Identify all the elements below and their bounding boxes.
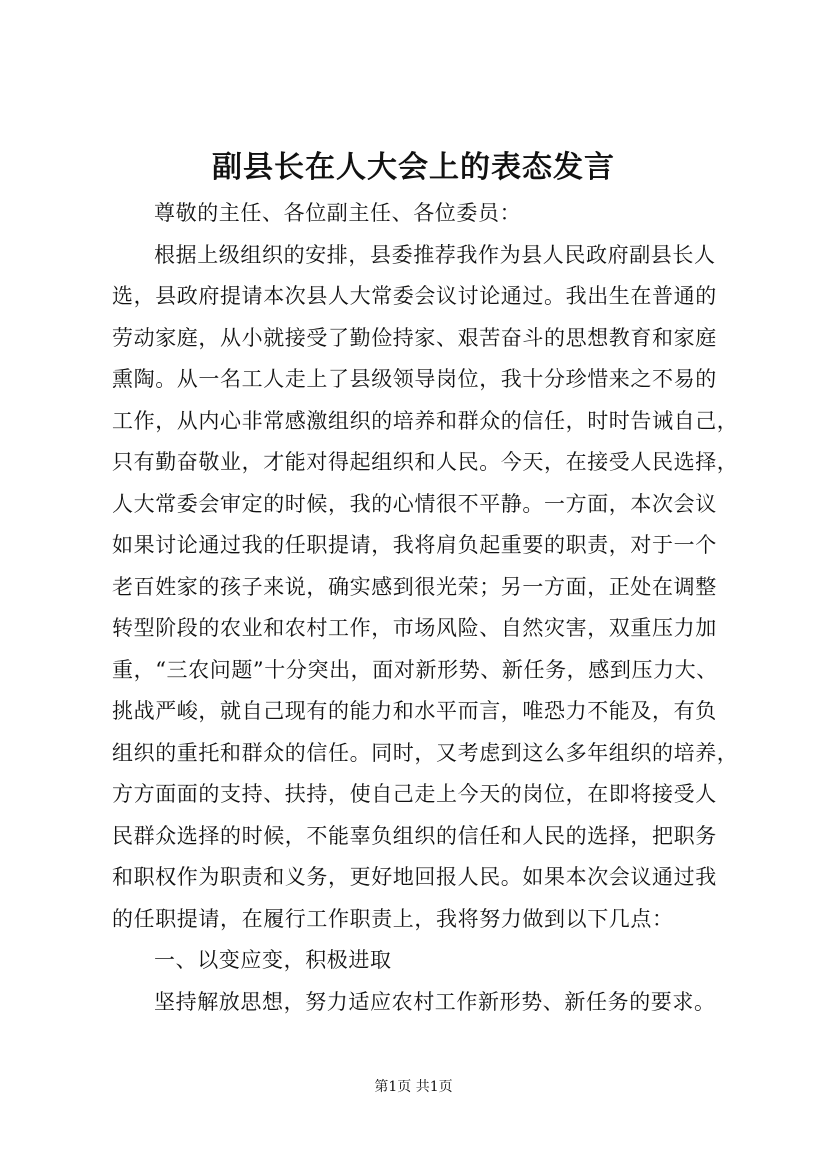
paragraph-line: 老百姓家的孩子来说，确实感到很光荣；另一方面，正处在调整 bbox=[112, 574, 717, 599]
document-title: 副县长在人大会上的表态发言 bbox=[212, 150, 615, 185]
section-heading: 一、以变应变，积极进取 bbox=[154, 948, 392, 972]
page-footer: 第1页 共1页 bbox=[374, 1079, 453, 1095]
paragraph-line: 工作，从内心非常感激组织的培养和群众的信任，时时告诫自己， bbox=[112, 408, 739, 433]
paragraph-line: 转型阶段的农业和农村工作，市场风险、自然灾害，双重压力加 bbox=[112, 616, 717, 640]
paragraph-line: 如果讨论通过我的任职提请，我将肩负起重要的职责，对于一个 bbox=[112, 533, 717, 557]
paragraph-line: 人大常委会审定的时候，我的心情很不平静。一方面，本次会议 bbox=[112, 491, 717, 516]
paragraph-line: 组织的重托和群众的信任。同时，又考虑到这么多年组织的培养， bbox=[112, 740, 739, 765]
paragraph-line: 重，“三农问题”十分突出，面对新形势、新任务，感到压力大、 bbox=[112, 657, 718, 682]
paragraph-line: 熏陶。从一名工人走上了县级领导岗位，我十分珍惜来之不易的 bbox=[112, 367, 717, 391]
paragraph-line: 只有勤奋敬业，才能对得起组织和人民。今天，在接受人民选择， bbox=[112, 450, 739, 474]
salutation-line: 尊敬的主任、各位副主任、各位委员： bbox=[154, 201, 522, 225]
paragraph-line: 民群众选择的时候，不能辜负组织的信任和人民的选择，把职务 bbox=[112, 823, 717, 848]
paragraph-line: 选，县政府提请本次县人大常委会议讨论通过。我出生在普通的 bbox=[112, 284, 717, 308]
paragraph-line: 坚持解放思想，努力适应农村工作新形势、新任务的要求。 bbox=[154, 989, 716, 1014]
paragraph-line: 方方面面的支持、扶持，使自己走上今天的岗位，在即将接受人 bbox=[112, 782, 717, 806]
document-body bbox=[112, 193, 738, 1023]
paragraph-line: 和职权作为职责和义务，更好地回报人民。如果本次会议通过我 bbox=[112, 865, 717, 889]
paragraph-line: 根据上级组织的安排，县委推荐我作为县人民政府副县长人 bbox=[154, 242, 716, 267]
paragraph-line: 的任职提请，在履行工作职责上，我将努力做到以下几点： bbox=[112, 906, 674, 931]
paragraph-line: 劳动家庭，从小就接受了勤俭持家、艰苦奋斗的思想教育和家庭 bbox=[112, 325, 717, 350]
paragraph-line: 挑战严峻，就自己现有的能力和水平而言，唯恐力不能及，有负 bbox=[112, 699, 717, 723]
